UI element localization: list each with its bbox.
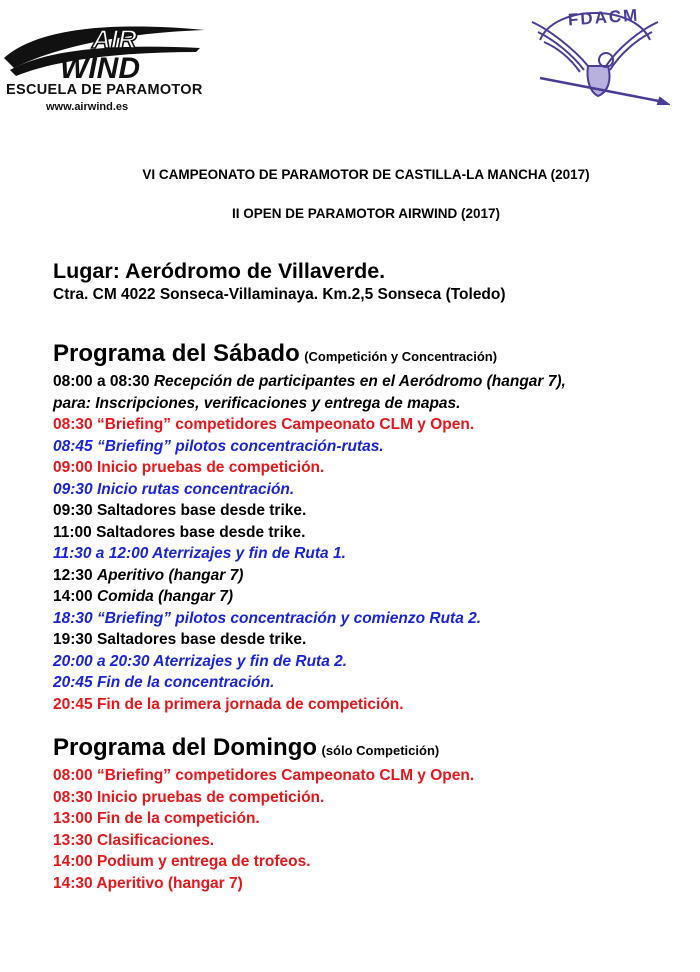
fdacm-label: FDACM xyxy=(567,5,640,30)
schedule-item: 14:00 Podium y entrega de trofeos. xyxy=(53,853,311,870)
saturday-heading: Programa del Sábado xyxy=(53,340,300,367)
schedule-item: 13:00 Fin de la competición. xyxy=(53,810,260,827)
schedule-item: 19:30 Saltadores base desde trike. xyxy=(53,631,307,648)
championship-title: VI CAMPEONATO DE PARAMOTOR DE CASTILLA-LA MANCHA (2017) xyxy=(142,167,590,182)
schedule-item xyxy=(53,586,693,608)
schedule-text: Comida (hangar 7) xyxy=(96,588,234,605)
schedule-item: 09:00 Inicio pruebas de competición. xyxy=(53,459,325,476)
schedule-item: 20:45 Fin de la primera jornada de competición. xyxy=(53,695,404,713)
schedule-item: 08:45 “Briefing” pilotos concentración-rutas. xyxy=(53,437,384,455)
sunday-program xyxy=(53,734,693,894)
schedule-item: 20:00 a 20:30 Aterrizajes y fin de Ruta 2. xyxy=(53,652,348,670)
saturday-program xyxy=(53,340,693,715)
schedule-text: Aperitivo (hangar 7) xyxy=(96,566,244,584)
saturday-subheading: (Competición y Concentración) xyxy=(304,349,498,364)
schedule-time: 08:00 a 08:30 xyxy=(53,373,150,390)
airwind-logo xyxy=(0,18,210,118)
fdacm-logo xyxy=(520,0,670,110)
sunday-subheading: (sólo Competición) xyxy=(321,743,440,758)
schedule-text: Recepción de participantes en el Aeródromo (hangar 7), xyxy=(153,373,566,390)
airwind-word-wind: WIND xyxy=(60,52,140,84)
schedule-time: 12:30 xyxy=(53,566,93,584)
open-title: II OPEN DE PARAMOTOR AIRWIND (2017) xyxy=(231,206,501,221)
saturday-heading-row xyxy=(53,340,693,371)
schedule-item: 08:30 Inicio pruebas de competición. xyxy=(53,788,325,806)
schedule-item: 20:45 Fin de la concentración. xyxy=(53,674,275,691)
airwind-url: www.airwind.es xyxy=(46,101,129,113)
schedule-item: 08:30 “Briefing” competidores Campeonato CLM y Open. xyxy=(53,416,475,433)
schedule-item: 14:30 Aperitivo (hangar 7) xyxy=(53,874,243,892)
airwind-word-air: AIR xyxy=(92,24,137,54)
schedule-item: 13:30 Clasificaciones. xyxy=(53,831,215,849)
schedule-time: 14:00 xyxy=(53,588,93,605)
location-heading: Lugar: Aeródromo de Villaverde. xyxy=(53,259,386,283)
schedule-item xyxy=(53,371,693,393)
schedule-item: 11:30 a 12:00 Aterrizajes y fin de Ruta 1. xyxy=(53,545,346,562)
schedule-item: 09:30 Saltadores base desde trike. xyxy=(53,502,307,519)
location-address: Ctra. CM 4022 Sonseca-Villaminaya. Km.2,5 Sonseca (Toledo) xyxy=(53,286,506,303)
schedule-item: 18:30 “Briefing” pilotos concentración y comienzo Ruta 2. xyxy=(53,609,482,627)
schedule-item: 08:00 “Briefing” competidores Campeonato CLM y Open. xyxy=(53,767,475,784)
schedule-item: 09:30 Inicio rutas concentración. xyxy=(53,480,295,498)
airwind-school-label: ESCUELA DE PARAMOTOR xyxy=(6,82,203,98)
schedule-item: 11:00 Saltadores base desde trike. xyxy=(53,523,306,541)
sunday-heading: Programa del Domingo xyxy=(53,734,318,761)
schedule-item: para: Inscripciones, verificaciones y entrega de mapas. xyxy=(53,394,461,412)
airwind-wordmark-graphic xyxy=(0,18,210,84)
location-section xyxy=(53,259,693,304)
schedule-item xyxy=(53,565,693,587)
sunday-heading-row xyxy=(53,734,693,765)
